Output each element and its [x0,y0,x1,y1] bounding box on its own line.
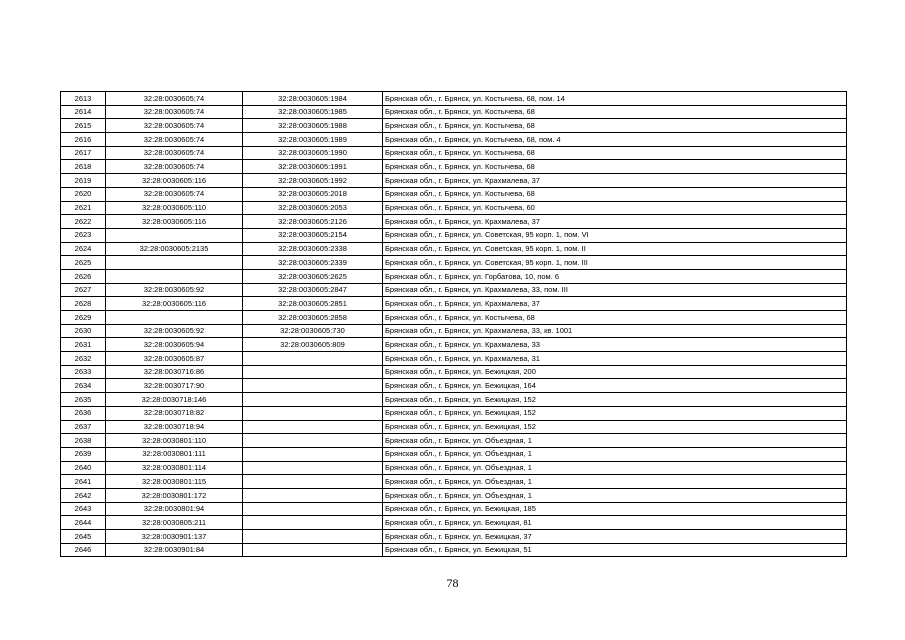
cadastral-number-cell: 32:28:0030605:1988 [243,119,383,133]
parent-cadastral-number-cell: 32:28:0030605:74 [106,187,243,201]
address-cell: Брянская обл., г. Брянск, ул. Крахмалева, 37 [383,215,847,229]
parent-cadastral-number-cell: 32:28:0030718:94 [106,420,243,434]
table-row [61,338,847,352]
table-row [61,420,847,434]
parent-cadastral-number-cell: 32:28:0030901:84 [106,543,243,557]
address-cell: Брянская обл., г. Брянск, ул. Объездная, 1 [383,475,847,489]
parent-cadastral-number-cell: 32:28:0030605:116 [106,297,243,311]
table-row [61,92,847,106]
page-number: 78 [446,576,459,590]
table-row [61,146,847,160]
address-cell: Брянская обл., г. Брянск, ул. Костычева, 68 [383,311,847,325]
address-cell: Брянская обл., г. Брянск, ул. Костычева, 68 [383,146,847,160]
cadastral-number-cell: 32:28:0030605:1984 [243,92,383,106]
table-row [61,297,847,311]
row-number-cell: 2616 [61,133,106,147]
table-row [61,447,847,461]
cadastral-number-cell [243,543,383,557]
table-row [61,174,847,188]
address-cell: Брянская обл., г. Брянск, ул. Бежицкая, 51 [383,543,847,557]
parent-cadastral-number-cell: 32:28:0030901:137 [106,530,243,544]
parent-cadastral-number-cell: 32:28:0030605:116 [106,174,243,188]
cadastral-number-cell: 32:28:0030605:2053 [243,201,383,215]
address-cell: Брянская обл., г. Брянск, ул. Костычева, 68, пом. 4 [383,133,847,147]
row-number-cell: 2646 [61,543,106,557]
address-cell: Брянская обл., г. Брянск, ул. Костычева, 68, пом. 14 [383,92,847,106]
table-row [61,502,847,516]
row-number-cell: 2629 [61,311,106,325]
address-cell: Брянская обл., г. Брянск, ул. Костычева, 68 [383,119,847,133]
parent-cadastral-number-cell: 32:28:0030801:110 [106,434,243,448]
table-row [61,256,847,270]
table-row [61,242,847,256]
table-row [61,269,847,283]
cadastral-number-cell [243,406,383,420]
parent-cadastral-number-cell: 32:28:0030605:94 [106,338,243,352]
parent-cadastral-number-cell [106,228,243,242]
cadastral-number-cell: 32:28:0030605:1990 [243,146,383,160]
parent-cadastral-number-cell [106,269,243,283]
parent-cadastral-number-cell: 32:28:0030718:82 [106,406,243,420]
address-cell: Брянская обл., г. Брянск, ул. Горбатова, 10, пом. 6 [383,269,847,283]
row-number-cell: 2613 [61,92,106,106]
parent-cadastral-number-cell: 32:28:0030605:2135 [106,242,243,256]
parent-cadastral-number-cell: 32:28:0030716:86 [106,365,243,379]
row-number-cell: 2642 [61,488,106,502]
table-row [61,406,847,420]
cadastral-number-cell [243,379,383,393]
property-registry-table [60,91,847,557]
row-number-cell: 2644 [61,516,106,530]
cadastral-number-cell: 32:28:0030605:2154 [243,228,383,242]
table-row [61,461,847,475]
cadastral-number-cell [243,516,383,530]
table-row [61,201,847,215]
cadastral-number-cell: 32:28:0030605:2625 [243,269,383,283]
address-cell: Брянская обл., г. Брянск, ул. Советская, 95 корп. 1, пом. II [383,242,847,256]
cadastral-number-cell [243,365,383,379]
parent-cadastral-number-cell: 32:28:0030805:211 [106,516,243,530]
registry-table-body [61,92,847,557]
address-cell: Брянская обл., г. Брянск, ул. Бежицкая, 152 [383,420,847,434]
row-number-cell: 2617 [61,146,106,160]
cadastral-number-cell [243,434,383,448]
parent-cadastral-number-cell: 32:28:0030605:116 [106,215,243,229]
parent-cadastral-number-cell: 32:28:0030605:74 [106,160,243,174]
parent-cadastral-number-cell: 32:28:0030605:92 [106,283,243,297]
address-cell: Брянская обл., г. Брянск, ул. Бежицкая, 200 [383,365,847,379]
parent-cadastral-number-cell [106,256,243,270]
table-row [61,516,847,530]
address-cell: Брянская обл., г. Брянск, ул. Бежицкая, 164 [383,379,847,393]
table-row [61,475,847,489]
table-row [61,393,847,407]
cadastral-number-cell: 32:28:0030605:1991 [243,160,383,174]
cadastral-number-cell [243,530,383,544]
cadastral-number-cell: 32:28:0030605:2858 [243,311,383,325]
row-number-cell: 2615 [61,119,106,133]
cadastral-number-cell [243,447,383,461]
address-cell: Брянская обл., г. Брянск, ул. Крахмалева, 37 [383,297,847,311]
parent-cadastral-number-cell: 32:28:0030605:87 [106,352,243,366]
row-number-cell: 2633 [61,365,106,379]
row-number-cell: 2622 [61,215,106,229]
parent-cadastral-number-cell: 32:28:0030718:146 [106,393,243,407]
table-row [61,311,847,325]
address-cell: Брянская обл., г. Брянск, ул. Объездная, 1 [383,434,847,448]
parent-cadastral-number-cell: 32:28:0030605:74 [106,146,243,160]
table-row [61,379,847,393]
cadastral-number-cell: 32:28:0030605:2018 [243,187,383,201]
cadastral-number-cell [243,461,383,475]
row-number-cell: 2631 [61,338,106,352]
cadastral-number-cell [243,420,383,434]
row-number-cell: 2618 [61,160,106,174]
cadastral-number-cell [243,352,383,366]
table-row [61,133,847,147]
address-cell: Брянская обл., г. Брянск, ул. Бежицкая, 37 [383,530,847,544]
parent-cadastral-number-cell: 32:28:0030801:111 [106,447,243,461]
table-row [61,105,847,119]
cadastral-number-cell: 32:28:0030605:2338 [243,242,383,256]
address-cell: Брянская обл., г. Брянск, ул. Костычева, 68 [383,105,847,119]
parent-cadastral-number-cell: 32:28:0030605:74 [106,133,243,147]
cadastral-number-cell [243,393,383,407]
row-number-cell: 2623 [61,228,106,242]
cadastral-number-cell [243,475,383,489]
table-row [61,119,847,133]
row-number-cell: 2638 [61,434,106,448]
row-number-cell: 2643 [61,502,106,516]
row-number-cell: 2635 [61,393,106,407]
table-row [61,434,847,448]
address-cell: Брянская обл., г. Брянск, ул. Крахмалева, 37 [383,174,847,188]
cadastral-number-cell: 32:28:0030605:1992 [243,174,383,188]
table-row [61,215,847,229]
parent-cadastral-number-cell: 32:28:0030717:90 [106,379,243,393]
table-row [61,160,847,174]
parent-cadastral-number-cell: 32:28:0030605:74 [106,119,243,133]
row-number-cell: 2630 [61,324,106,338]
address-cell: Брянская обл., г. Брянск, ул. Бежицкая, 185 [383,502,847,516]
address-cell: Брянская обл., г. Брянск, ул. Костычева, 68 [383,160,847,174]
parent-cadastral-number-cell: 32:28:0030605:92 [106,324,243,338]
cadastral-number-cell [243,488,383,502]
cadastral-number-cell: 32:28:0030605:2847 [243,283,383,297]
table-row [61,283,847,297]
address-cell: Брянская обл., г. Брянск, ул. Костычева, 60 [383,201,847,215]
row-number-cell: 2625 [61,256,106,270]
row-number-cell: 2639 [61,447,106,461]
row-number-cell: 2626 [61,269,106,283]
table-row [61,488,847,502]
address-cell: Брянская обл., г. Брянск, ул. Объездная, 1 [383,488,847,502]
address-cell: Брянская обл., г. Брянск, ул. Объездная, 1 [383,461,847,475]
cadastral-number-cell: 32:28:0030605:2126 [243,215,383,229]
address-cell: Брянская обл., г. Брянск, ул. Бежицкая, 152 [383,406,847,420]
parent-cadastral-number-cell: 32:28:0030801:172 [106,488,243,502]
row-number-cell: 2619 [61,174,106,188]
address-cell: Брянская обл., г. Брянск, ул. Костычева, 68 [383,187,847,201]
row-number-cell: 2641 [61,475,106,489]
cadastral-number-cell: 32:28:0030605:1985 [243,105,383,119]
cadastral-number-cell: 32:28:0030605:2851 [243,297,383,311]
row-number-cell: 2620 [61,187,106,201]
cadastral-number-cell: 32:28:0030605:730 [243,324,383,338]
parent-cadastral-number-cell: 32:28:0030801:114 [106,461,243,475]
cadastral-number-cell: 32:28:0030605:1989 [243,133,383,147]
row-number-cell: 2645 [61,530,106,544]
cadastral-number-cell: 32:28:0030605:2339 [243,256,383,270]
address-cell: Брянская обл., г. Брянск, ул. Крахмалева, 31 [383,352,847,366]
row-number-cell: 2632 [61,352,106,366]
address-cell: Брянская обл., г. Брянск, ул. Бежицкая, 81 [383,516,847,530]
parent-cadastral-number-cell [106,311,243,325]
row-number-cell: 2634 [61,379,106,393]
table-row [61,365,847,379]
table-row [61,530,847,544]
row-number-cell: 2637 [61,420,106,434]
table-row [61,352,847,366]
row-number-cell: 2627 [61,283,106,297]
parent-cadastral-number-cell: 32:28:0030801:115 [106,475,243,489]
row-number-cell: 2621 [61,201,106,215]
address-cell: Брянская обл., г. Брянск, ул. Крахмалева, 33, кв. 1001 [383,324,847,338]
address-cell: Брянская обл., г. Брянск, ул. Советская, 95 корп. 1, пом. VI [383,228,847,242]
table-row [61,228,847,242]
address-cell: Брянская обл., г. Брянск, ул. Крахмалева, 33 [383,338,847,352]
parent-cadastral-number-cell: 32:28:0030801:94 [106,502,243,516]
address-cell: Брянская обл., г. Брянск, ул. Крахмалева, 33, пом. III [383,283,847,297]
table-row [61,187,847,201]
row-number-cell: 2628 [61,297,106,311]
parent-cadastral-number-cell: 32:28:0030605:74 [106,92,243,106]
table-row [61,324,847,338]
address-cell: Брянская обл., г. Брянск, ул. Бежицкая, 152 [383,393,847,407]
address-cell: Брянская обл., г. Брянск, ул. Объездная, 1 [383,447,847,461]
table-row [61,543,847,557]
row-number-cell: 2624 [61,242,106,256]
cadastral-number-cell [243,502,383,516]
parent-cadastral-number-cell: 32:28:0030605:110 [106,201,243,215]
row-number-cell: 2640 [61,461,106,475]
row-number-cell: 2614 [61,105,106,119]
address-cell: Брянская обл., г. Брянск, ул. Советская, 95 корп. 1, пом. III [383,256,847,270]
parent-cadastral-number-cell: 32:28:0030605:74 [106,105,243,119]
row-number-cell: 2636 [61,406,106,420]
cadastral-number-cell: 32:28:0030605:809 [243,338,383,352]
